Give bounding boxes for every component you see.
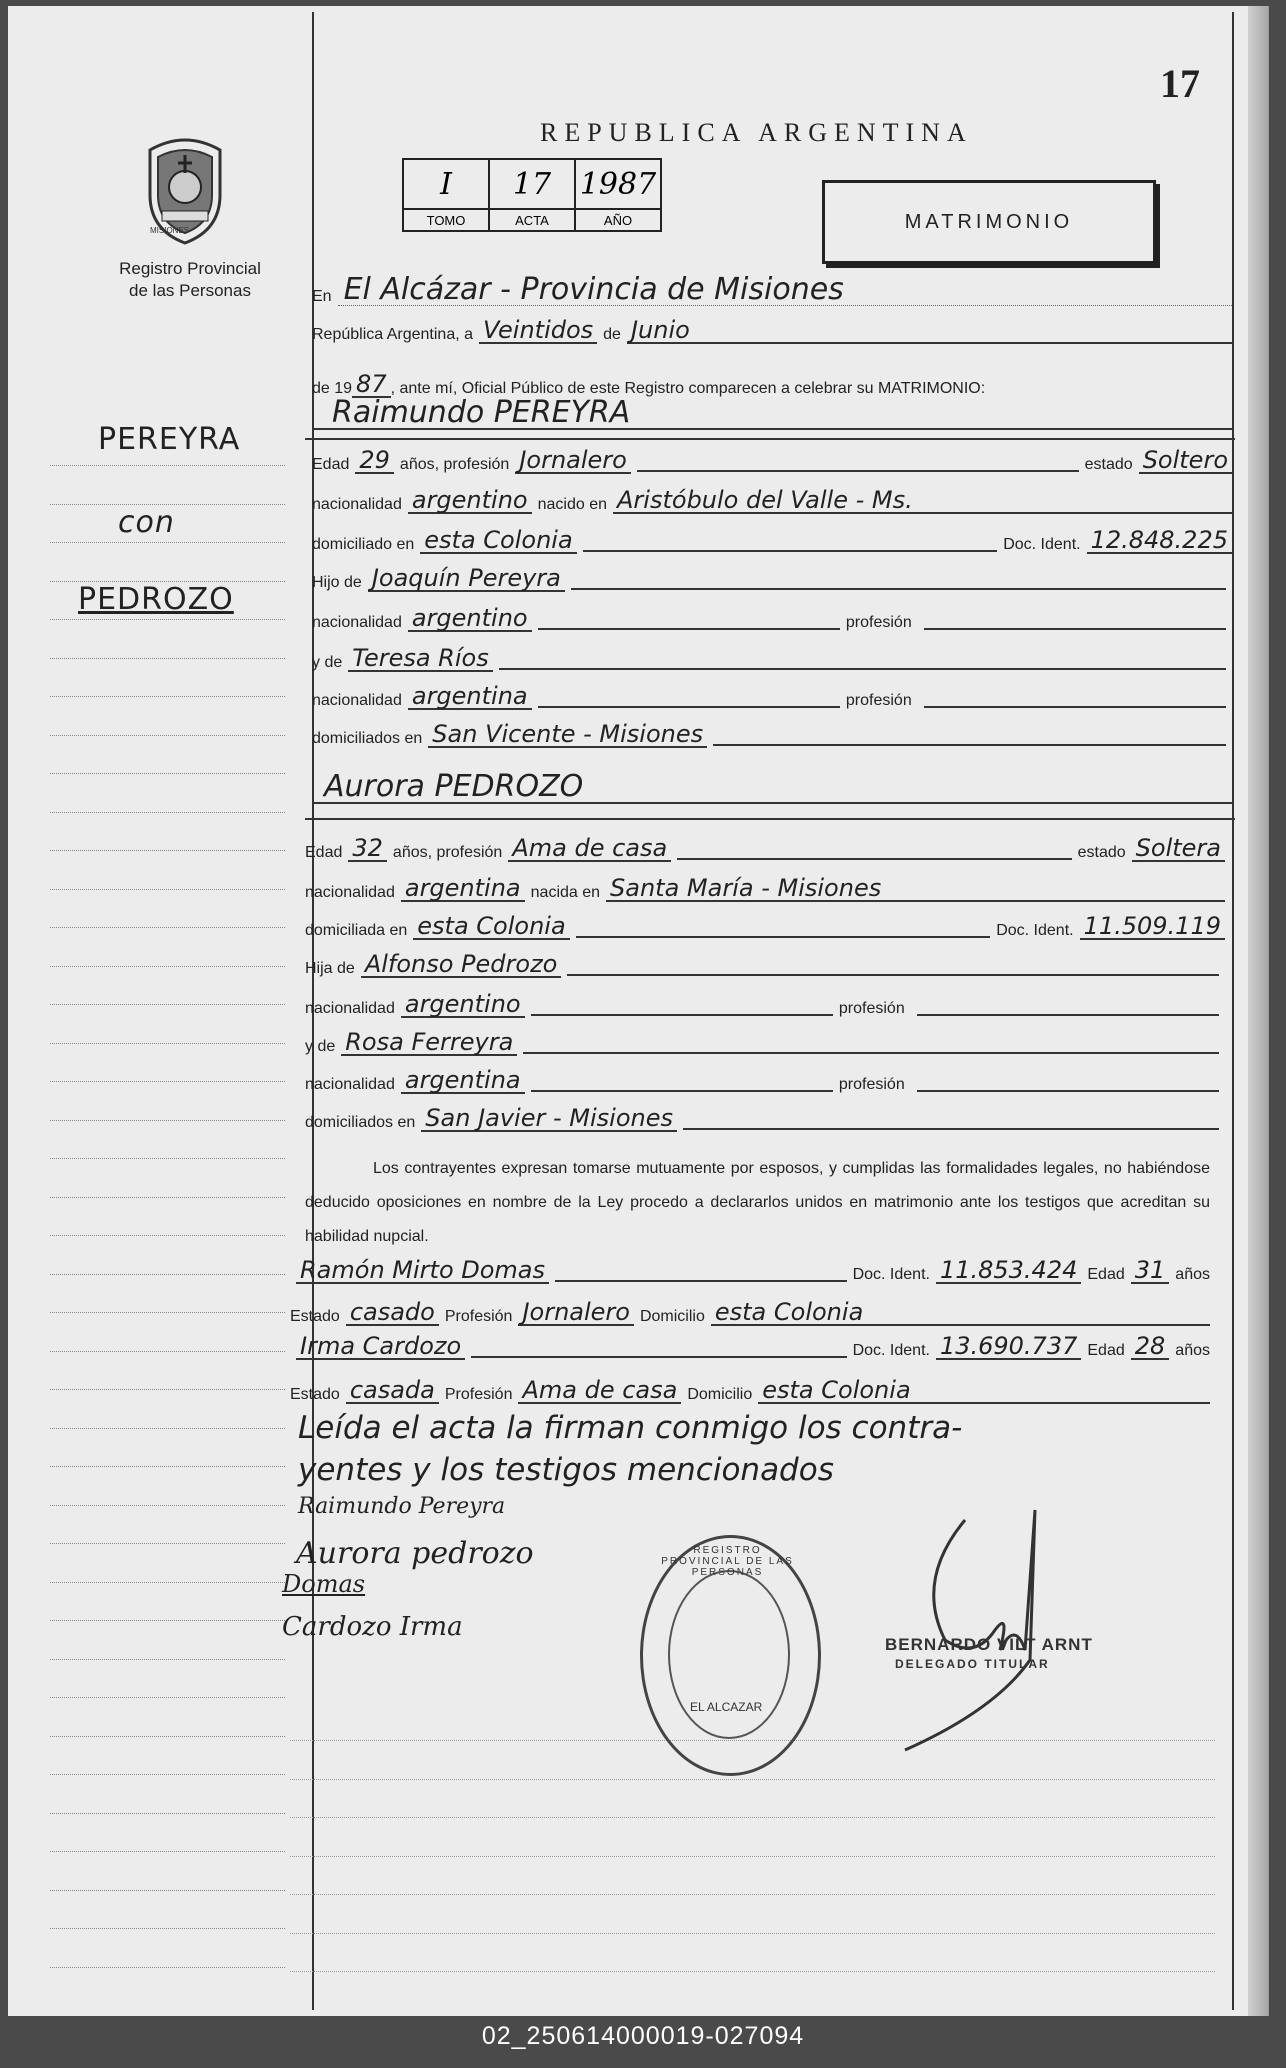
domiciliada-label: domiciliada en: [305, 922, 408, 939]
bride-mother-nationality: argentina: [401, 1068, 525, 1094]
margin-rule-line: [50, 1043, 285, 1044]
witness2-age: 28: [1131, 1334, 1170, 1360]
margin-rule-line: [50, 1543, 285, 1544]
de-label: de: [603, 326, 621, 343]
witness2-details-row: [290, 1378, 1210, 1404]
groom-nationality: argentino: [408, 488, 532, 514]
bride-mother: Rosa Ferreyra: [341, 1030, 517, 1056]
bride-father-row: [305, 952, 1225, 978]
statement-text: , ante mí, Oficial Público de este Registro comparecen a celebrar su MATRIMONIO:: [390, 380, 986, 397]
margin-rule-line: [50, 1928, 285, 1929]
groom-parents-domicile: San Vicente - Misiones: [428, 722, 707, 748]
margin-rule-line: [50, 1697, 285, 1698]
bride-domicile: esta Colonia: [413, 914, 569, 940]
declaration-paragraph: Los contrayentes expresan tomarse mutuamente por esposos, y cumplidas las formalidades legales, no habiéndose deducido oposiciones en nombre de la Ley procedo a declararlos unidos en matrimonio ante los testigos que acreditan su habilidad nupcial.: [305, 1160, 1210, 1245]
y-de-label: y de: [305, 1038, 336, 1055]
bride-name: Aurora PEDROZO: [312, 772, 1232, 804]
bride-nationality-row: [305, 876, 1225, 902]
groom-mother-nationality: argentina: [408, 684, 532, 710]
profesion-label: profesión: [838, 1000, 905, 1017]
margin-rule-line: [50, 1466, 285, 1467]
doc-ident-label: Doc. Ident.: [852, 1266, 930, 1283]
signature-witness2: Cardozo Irma: [282, 1612, 463, 1642]
margin-rule-line: [50, 696, 285, 697]
margin-rule-line: [50, 1774, 285, 1775]
stamp-ring-text: REGISTRO PROVINCIAL DE LAS PERSONAS: [661, 1545, 794, 1578]
acta-value: 17: [489, 159, 575, 209]
nacida-label: nacida en: [530, 884, 601, 901]
margin-rule-line: [50, 542, 285, 543]
anos-profesion-label: años, profesión: [392, 844, 503, 861]
hija-de-label: Hija de: [305, 960, 355, 977]
nacionalidad-label: nacionalidad: [305, 1000, 395, 1017]
bride-father-nat-row: [305, 992, 1225, 1018]
groom-status: Soltero: [1139, 448, 1232, 474]
margin-rule-line: [50, 1004, 285, 1005]
rule: [305, 818, 1235, 820]
bride-mother-nat-row: [305, 1068, 1225, 1094]
act-type-box: MATRIMONIO: [822, 180, 1156, 264]
margin-con: con: [118, 505, 175, 540]
closing-line-2: yentes y los testigos mencionados: [298, 1452, 834, 1488]
groom-father: Joaquín Pereyra: [368, 566, 565, 592]
nacido-label: nacido en: [537, 496, 608, 513]
domiciliados-label: domiciliados en: [305, 1114, 416, 1131]
nacionalidad-label: nacionalidad: [312, 614, 402, 631]
groom-father-nat-row: [312, 606, 1232, 632]
bride-profession: Ama de casa: [508, 836, 671, 862]
margin-rule-line: [50, 1428, 285, 1429]
margin-rule-line: [50, 1659, 285, 1660]
doc-ident-label: Doc. Ident.: [852, 1342, 930, 1359]
anos-profesion-label: años, profesión: [399, 456, 510, 473]
margin-rule-line: [50, 850, 285, 851]
country-title: REPUBLICA ARGENTINA: [540, 118, 973, 147]
nacionalidad-label: nacionalidad: [312, 692, 402, 709]
profesion-label: Profesión: [444, 1386, 513, 1403]
groom-mother-row: [312, 646, 1232, 672]
year-prefix: de 19: [312, 380, 353, 397]
body-rule-line: [290, 1933, 1215, 1934]
edad-label: Edad: [1087, 1266, 1125, 1283]
margin-rule-line: [50, 1274, 285, 1275]
acta-label: ACTA: [489, 209, 575, 231]
witness2-name: Irma Cardozo: [296, 1334, 465, 1360]
closing-line-1: Leída el acta la firman conmigo los contra-: [298, 1410, 963, 1446]
groom-age-row: [312, 448, 1232, 474]
doc-ident-label: Doc. Ident.: [1003, 536, 1081, 553]
margin-rule-line: [50, 889, 285, 890]
year-value: 87: [352, 372, 391, 398]
official-signature-icon: [895, 1500, 1085, 1760]
estado-label: Estado: [290, 1308, 340, 1325]
margin-rule-line: [50, 1081, 285, 1082]
margin-rule-line: [50, 1158, 285, 1159]
registry-line-1: Registro Provincial: [119, 259, 261, 278]
profesion-label: Profesión: [444, 1308, 513, 1325]
seal-label: MISIONES: [150, 226, 190, 235]
witness2-row: [296, 1334, 1216, 1360]
bride-parents-domicile-row: [305, 1106, 1225, 1132]
profesion-label: profesión: [838, 1076, 905, 1093]
margin-rule-line: [50, 1120, 285, 1121]
margin-rule-line: [50, 1389, 285, 1390]
groom-domicile-row: [312, 528, 1232, 554]
bride-name-row: [312, 769, 1232, 804]
bride-domicile-row: [305, 914, 1225, 940]
bride-birthplace: Santa María - Misiones: [606, 876, 1225, 902]
groom-name: Raimundo PEREYRA: [312, 398, 1232, 430]
anos-label: años: [1175, 1266, 1210, 1283]
margin-surname-1: PEREYRA: [98, 422, 241, 457]
groom-mother-nat-row: [312, 684, 1232, 710]
edad-label: Edad: [312, 456, 350, 473]
margin-surname-2: PEDROZO: [78, 582, 234, 617]
day-value: Veintidos: [479, 318, 597, 344]
estado-label: Estado: [290, 1386, 340, 1403]
official-name: BERNARDO VILT ARNT: [885, 1635, 1093, 1654]
body-rule-line: [290, 1817, 1215, 1818]
margin-rule-line: [50, 1505, 285, 1506]
bride-father: Alfonso Pedrozo: [361, 952, 562, 978]
edad-label: Edad: [305, 844, 343, 861]
groom-parents-domicile-row: [312, 722, 1232, 748]
groom-profession: Jornalero: [515, 448, 631, 474]
body-rule-line: [290, 1894, 1215, 1895]
margin-rule-line: [50, 1736, 285, 1737]
margin-rule-line: [50, 1851, 285, 1852]
nacionalidad-label: nacionalidad: [305, 1076, 395, 1093]
registry-name: [70, 258, 310, 302]
witness1-details-row: [290, 1300, 1210, 1326]
margin-rule-line: [50, 581, 285, 582]
margin-rule-line: [50, 619, 285, 620]
margin-rule-line: [50, 1967, 285, 1968]
bride-parents-domicile: San Javier - Misiones: [421, 1106, 677, 1132]
tomo-label: TOMO: [403, 209, 489, 231]
official-title: DELEGADO TITULAR: [895, 1657, 1050, 1671]
margin-rule-line: [50, 1620, 285, 1621]
witness1-row: [296, 1258, 1216, 1284]
ano-label: AÑO: [575, 209, 661, 231]
domicilio-label: Domicilio: [639, 1308, 705, 1325]
margin-rule-line: [50, 1351, 285, 1352]
witness1-profession: Jornalero: [518, 1300, 634, 1326]
margin-rule-line: [50, 504, 285, 505]
bride-age: 32: [348, 836, 387, 862]
folio-number: 17: [1160, 61, 1200, 106]
groom-doc: 12.848.225: [1087, 528, 1232, 554]
witness2-status: casada: [346, 1378, 439, 1404]
margin-rule-line: [50, 1813, 285, 1814]
witness2-domicile: esta Colonia: [758, 1378, 1210, 1404]
margin-rule-line: [50, 927, 285, 928]
en-label: En: [312, 288, 332, 305]
margin-rule-line: [50, 658, 285, 659]
place-value: El Alcázar - Provincia de Misiones: [338, 275, 1232, 306]
groom-nationality-row: [312, 488, 1232, 514]
stamp-center-text: EL ALCAZAR: [690, 1700, 763, 1714]
rule: [305, 438, 1235, 440]
witness1-status: casado: [346, 1300, 439, 1326]
republica-label: República Argentina, a: [312, 326, 473, 343]
bride-doc: 11.509.119: [1080, 914, 1225, 940]
tomo-value: I: [403, 159, 489, 209]
margin-rule-line: [50, 966, 285, 967]
profesion-label: profesión: [845, 614, 912, 631]
margin-rule-line: [50, 1197, 285, 1198]
bride-nationality: argentina: [401, 876, 525, 902]
right-border-line: [1232, 12, 1234, 2010]
estado-label: estado: [1077, 844, 1126, 861]
margin-rule-line: [50, 1582, 285, 1583]
groom-age: 29: [355, 448, 394, 474]
witness1-age: 31: [1131, 1258, 1170, 1284]
groom-father-nationality: argentino: [408, 606, 532, 632]
month-value: Junio: [627, 318, 1232, 344]
margin-rule-line: [50, 1312, 285, 1313]
margin-rule-line: [50, 465, 285, 466]
nacionalidad-label: nacionalidad: [312, 496, 402, 513]
witness2-doc: 13.690.737: [936, 1334, 1081, 1360]
margin-rule-line: [50, 1235, 285, 1236]
estado-label: estado: [1084, 456, 1133, 473]
tomo-acta-ano-table: [402, 158, 662, 232]
witness2-profession: Ama de casa: [518, 1378, 681, 1404]
domiciliados-label: domiciliados en: [312, 730, 423, 747]
image-id-footer: 02_250614000019-027094: [481, 2022, 805, 2050]
domicilio-label: Domicilio: [687, 1386, 753, 1403]
edad-label: Edad: [1087, 1342, 1125, 1359]
page-edge: [1248, 6, 1268, 2016]
witness1-domicile: esta Colonia: [711, 1300, 1210, 1326]
body-rule-line: [290, 1856, 1215, 1857]
y-de-label: y de: [312, 654, 343, 671]
groom-birthplace: Aristóbulo del Valle - Ms.: [613, 488, 1232, 514]
intro-date-row: [312, 318, 1232, 344]
body-rule-line: [290, 1971, 1215, 1972]
body-rule-line: [290, 1779, 1215, 1780]
signature-bride: Aurora pedrozo: [296, 1536, 534, 1571]
bride-status: Soltera: [1132, 836, 1225, 862]
witness1-name: Ramón Mirto Domas: [296, 1258, 549, 1284]
ano-value: 1987: [575, 159, 661, 209]
hijo-de-label: Hijo de: [312, 574, 362, 591]
intro-place-row: [312, 272, 1232, 307]
anos-label: años: [1175, 1342, 1210, 1359]
domiciliado-label: domiciliado en: [312, 536, 415, 553]
bride-age-row: [305, 836, 1225, 862]
signature-groom: Raimundo Pereyra: [298, 1494, 506, 1519]
groom-mother: Teresa Ríos: [348, 646, 492, 672]
margin-rule-line: [50, 773, 285, 774]
groom-domicile: esta Colonia: [420, 528, 576, 554]
nacionalidad-label: nacionalidad: [305, 884, 395, 901]
margin-rule-line: [50, 812, 285, 813]
margin-rule-line: [50, 1890, 285, 1891]
groom-name-row: [312, 395, 1232, 430]
registry-line-2: de las Personas: [129, 281, 251, 300]
profesion-label: profesión: [845, 692, 912, 709]
margin-rule-line: [50, 735, 285, 736]
doc-ident-label: Doc. Ident.: [996, 922, 1074, 939]
bride-mother-row: [305, 1030, 1225, 1056]
signature-witness1: Domas: [282, 1570, 366, 1598]
bride-father-nationality: argentino: [401, 992, 525, 1018]
groom-father-row: [312, 566, 1232, 592]
witness1-doc: 11.853.424: [936, 1258, 1081, 1284]
